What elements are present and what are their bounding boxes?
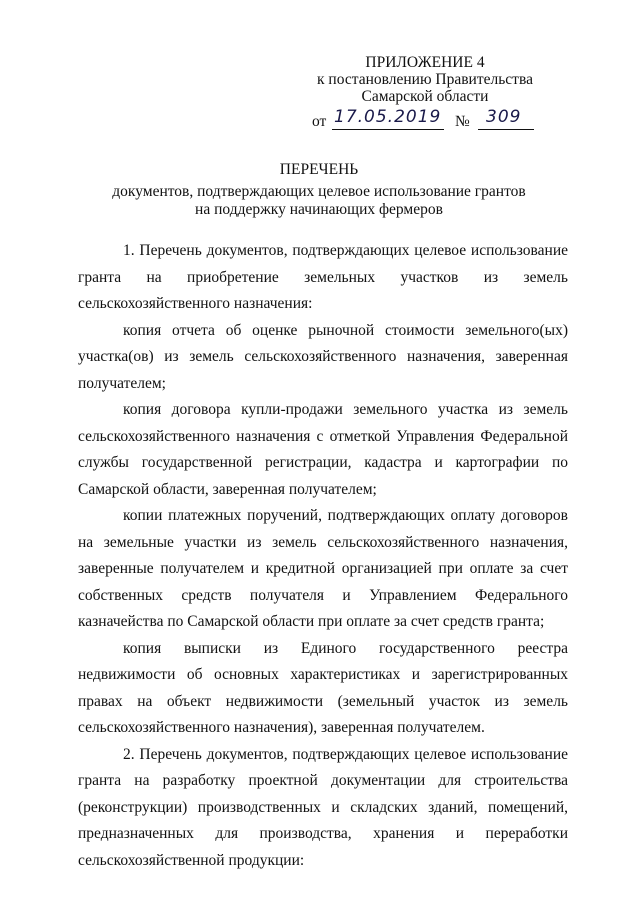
title-heading: ПЕРЕЧЕНЬ bbox=[279, 161, 359, 178]
handwritten-date: 17.05.2019 bbox=[334, 107, 442, 127]
appendix-region-line: Самарской области bbox=[361, 88, 489, 105]
number-label: № bbox=[455, 113, 470, 130]
number-underline bbox=[478, 129, 534, 130]
paragraph-3: копия договора купли-продажи земельного участка из земель сельскохозяйственного назначения с отметкой Управления Федеральной службы государственной регистрации, кадастра и картографии по Самарской области, заверенная получателем; bbox=[78, 401, 568, 498]
appendix-title: ПРИЛОЖЕНИЕ 4 bbox=[365, 54, 485, 71]
paragraph-6: 2. Перечень документов, подтверждающих целевое использование гранта на разработку проектной документации для строительства (реконструкции) производственных и складских зданий, помещений, предназначенных для производства, хранения и переработки сельскохозяйственной продукции: bbox=[78, 745, 568, 869]
appendix-header bbox=[315, 54, 535, 105]
decree-date-number bbox=[312, 107, 552, 132]
paragraph-5: копия выписки из Единого государственного реестра недвижимости об основных характеристиках и зарегистрированных правах на объект недвижимости (земельный участок из земель сельскохозяйственного назначения), заверенная получателем. bbox=[78, 639, 568, 736]
appendix-decree-line: к постановлению Правительства bbox=[317, 71, 533, 88]
handwritten-number: 309 bbox=[486, 107, 522, 127]
date-underline bbox=[332, 129, 444, 130]
title-line-2: документов, подтверждающих целевое использование грантов bbox=[112, 183, 526, 200]
document-body bbox=[78, 238, 568, 874]
title-line-3: на поддержку начинающих фермеров bbox=[195, 201, 443, 218]
paragraph-4: копии платежных поручений, подтверждающих оплату договоров на земельные участки из земель сельскохозяйственного назначения, заверенные получателем и кредитной организацией при оплате за счет собственных средств получателя и Управлением Федерального казначейства по Самарской области при оплате за счет средств гранта; bbox=[78, 507, 568, 630]
from-label: от bbox=[312, 113, 327, 130]
paragraph-1: 1. Перечень документов, подтверждающих целевое использование гранта на приобретение земельных участков из земель сельскохозяйственного назначения: bbox=[78, 242, 568, 312]
document-title bbox=[60, 161, 578, 219]
paragraph-2: копия отчета об оценке рыночной стоимости земельного(ых) участка(ов) из земель сельскохозяйственного назначения, заверенная получателем; bbox=[78, 321, 568, 392]
